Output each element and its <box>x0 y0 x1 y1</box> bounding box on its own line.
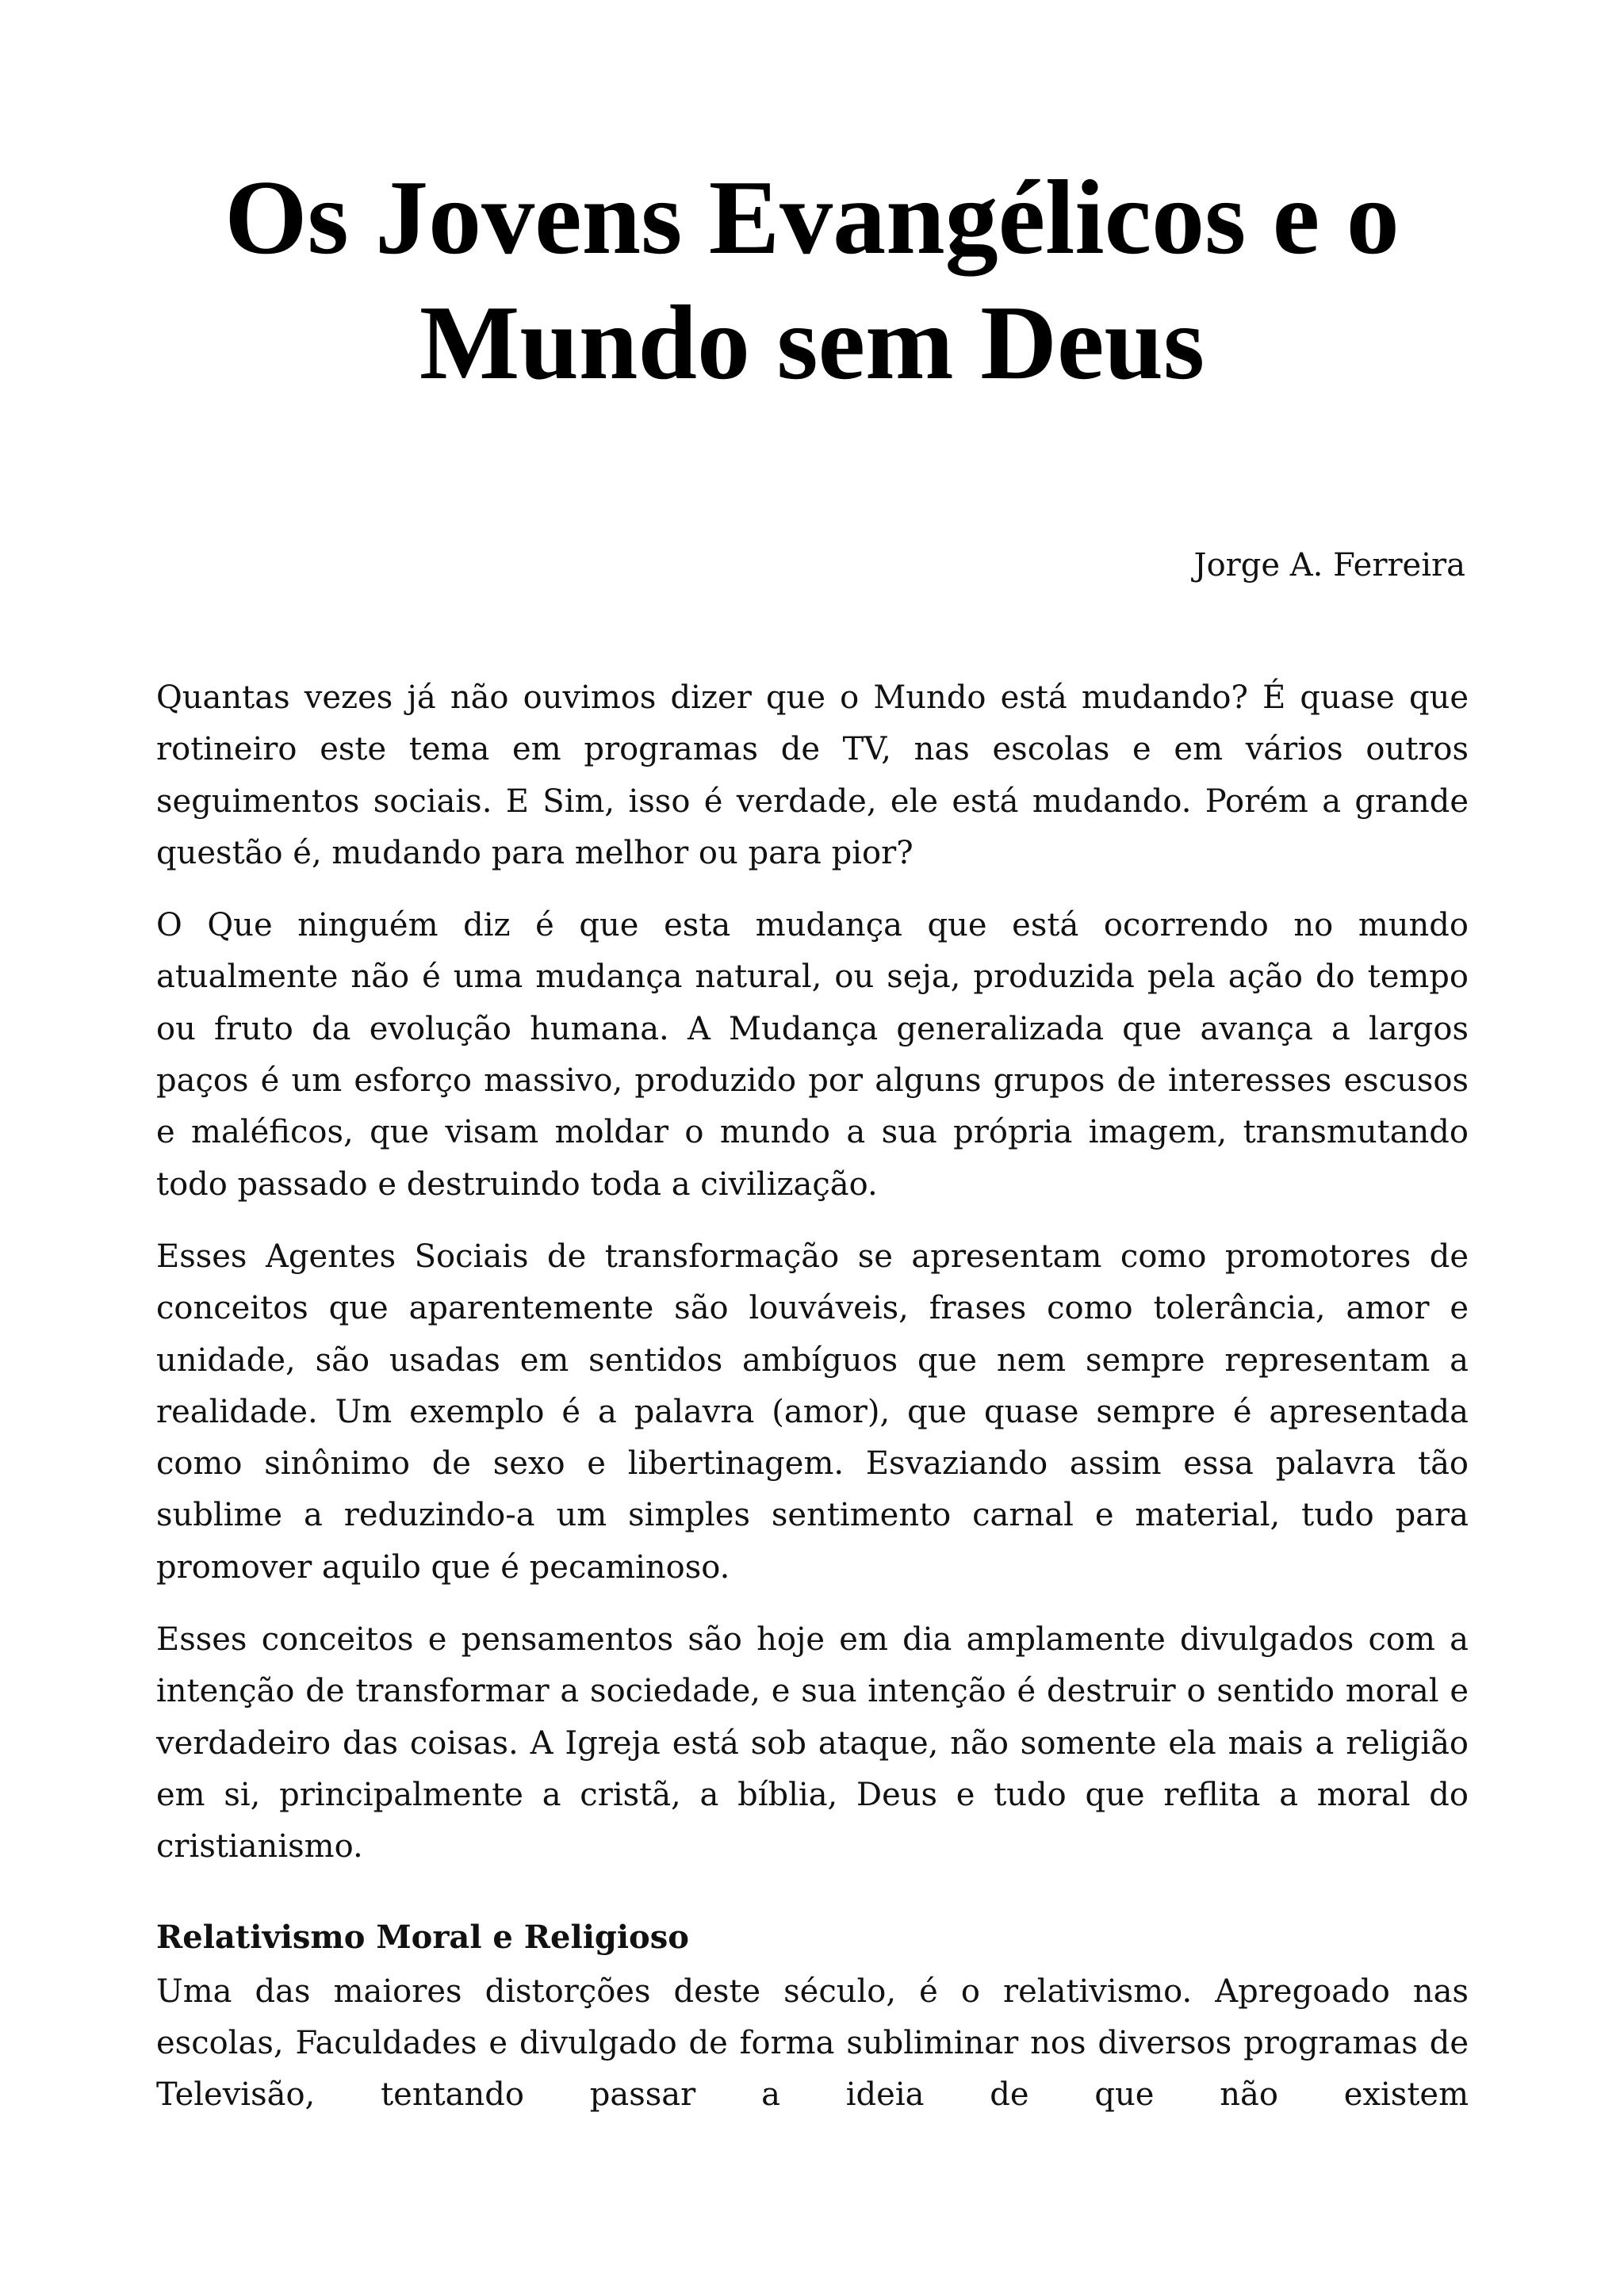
author-name: Jorge A. Ferreira <box>1193 547 1465 584</box>
section-paragraph: Uma das maiores distorções deste século, é o relativismo. Apregoado nas escolas, Faculdades e divulgado de forma subliminar nos diversos programas de Televisão, tentando passar a ideia de que não existem <box>156 1973 1469 2114</box>
document-title <box>159 155 1465 405</box>
document-body <box>156 672 1469 2141</box>
paragraph-1: Quantas vezes já não ouvimos dizer que o Mundo está mudando? É quase que rotineiro este tema em programas de TV, nas escolas e em vários outros seguimentos sociais. E Sim, isso é verdade, ele está mudando. Porém a grande questão é, mudando para melhor ou para pior? <box>156 679 1469 871</box>
paragraph-2: O Que ninguém diz é que esta mudança que está ocorrendo no mundo atualmente não é uma mudança natural, ou seja, produzida pela ação do tempo ou fruto da evolução humana. A Mudança generalizada que avança a largos paços é um esforço massivo, produzido por alguns grupos de interesses escusos e maléficos, que visam moldar o mundo a sua própria imagem, transmutando todo passado e destruindo toda a civilização. <box>156 907 1469 1203</box>
title-line-2: Mundo sem Deus <box>419 284 1205 401</box>
section-heading: Relativismo Moral e Religioso <box>156 1918 689 1956</box>
paragraph-3: Esses Agentes Sociais de transformação se apresentam como promotores de conceitos que aparentemente são louváveis, frases como tolerância, amor e unidade, são usadas em sentidos ambíguos que nem sempre representam a realidade. Um exemplo é a palavra (amor), que quase sempre é apresentada como sinônimo de sexo e libertinagem. Esvaziando assim essa palavra tão sublime a reduzindo-a um simples sentimento carnal e material, tudo para promover aquilo que é pecaminoso. <box>156 1238 1469 1586</box>
paragraph-4: Esses conceitos e pensamentos são hoje em dia amplamente divulgados com a intenção de transformar a sociedade, e sua intenção é destruir o sentido moral e verdadeiro das coisas. A Igreja está sob ataque, não somente ela mais a religião em si, principalmente a cristã, a bíblia, Deus e tudo que reflita a moral do cristianismo. <box>156 1621 1469 1866</box>
title-line-1: Os Jovens Evangélicos e o <box>224 159 1400 276</box>
